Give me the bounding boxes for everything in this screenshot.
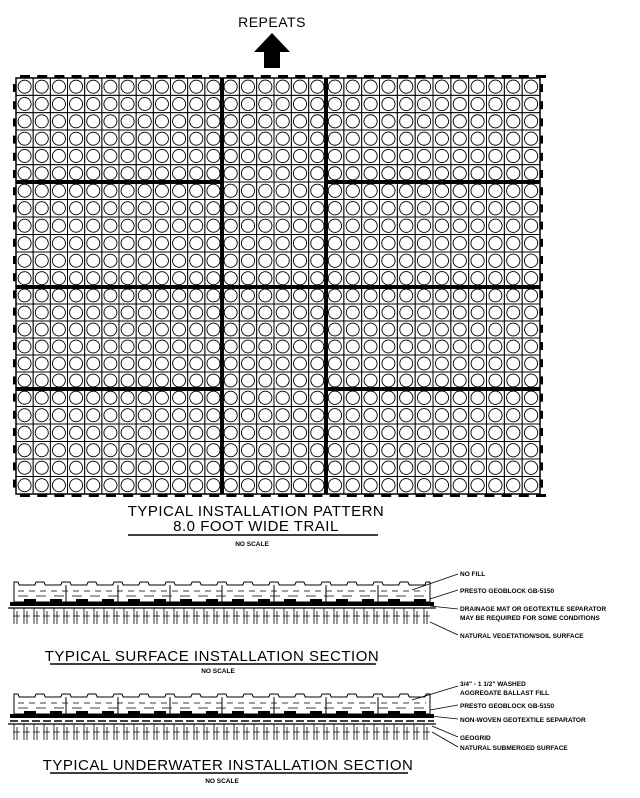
callout-drainage-mat: DRAINAGE MAT OR GEOTEXTILE SEPARATOR <box>460 606 607 613</box>
callout-geoblock-1: PRESTO GEOBLOCK GB-5150 <box>460 588 555 595</box>
plan-title-line2: 8.0 FOOT WIDE TRAIL <box>173 518 339 535</box>
repeats-arrow-icon <box>254 33 290 68</box>
surface-scale-note: NO SCALE <box>201 668 235 675</box>
underwater-section-title: TYPICAL UNDERWATER INSTALLATION SECTION <box>42 757 414 774</box>
callout-no-fill: NO FILL <box>460 571 486 578</box>
plan-scale-note: NO SCALE <box>235 541 269 548</box>
repeats-label: REPEATS <box>238 14 306 30</box>
callout-ballast-fill-1: 3/4" - 1 1/2" WASHED <box>460 681 526 688</box>
plan-title-line1: TYPICAL INSTALLATION PATTERN <box>127 503 385 520</box>
callout-geotextile: NON-WOVEN GEOTEXTILE SEPARATOR <box>460 717 586 724</box>
underwater-callouts <box>412 681 586 752</box>
callout-drainage-mat-2: MAY BE REQUIRED FOR SOME CONDITIONS <box>460 615 600 622</box>
surface-callouts <box>412 571 606 640</box>
surface-section-title: TYPICAL SURFACE INSTALLATION SECTION <box>44 648 380 665</box>
underwater-scale-note: NO SCALE <box>205 778 239 785</box>
callout-natural-surface: NATURAL VEGETATION/SOIL SURFACE <box>460 633 584 640</box>
underwater-installation-section <box>8 694 436 740</box>
surface-installation-section <box>8 582 436 624</box>
callout-ballast-fill-2: AGGREGATE BALLAST FILL <box>460 690 550 697</box>
callout-geoblock-2: PRESTO GEOBLOCK GB-5150 <box>460 703 555 710</box>
callout-submerged-surface: NATURAL SUBMERGED SURFACE <box>460 745 568 752</box>
callout-geogrid: GEOGRID <box>460 735 491 742</box>
installation-pattern-grid <box>13 75 546 497</box>
